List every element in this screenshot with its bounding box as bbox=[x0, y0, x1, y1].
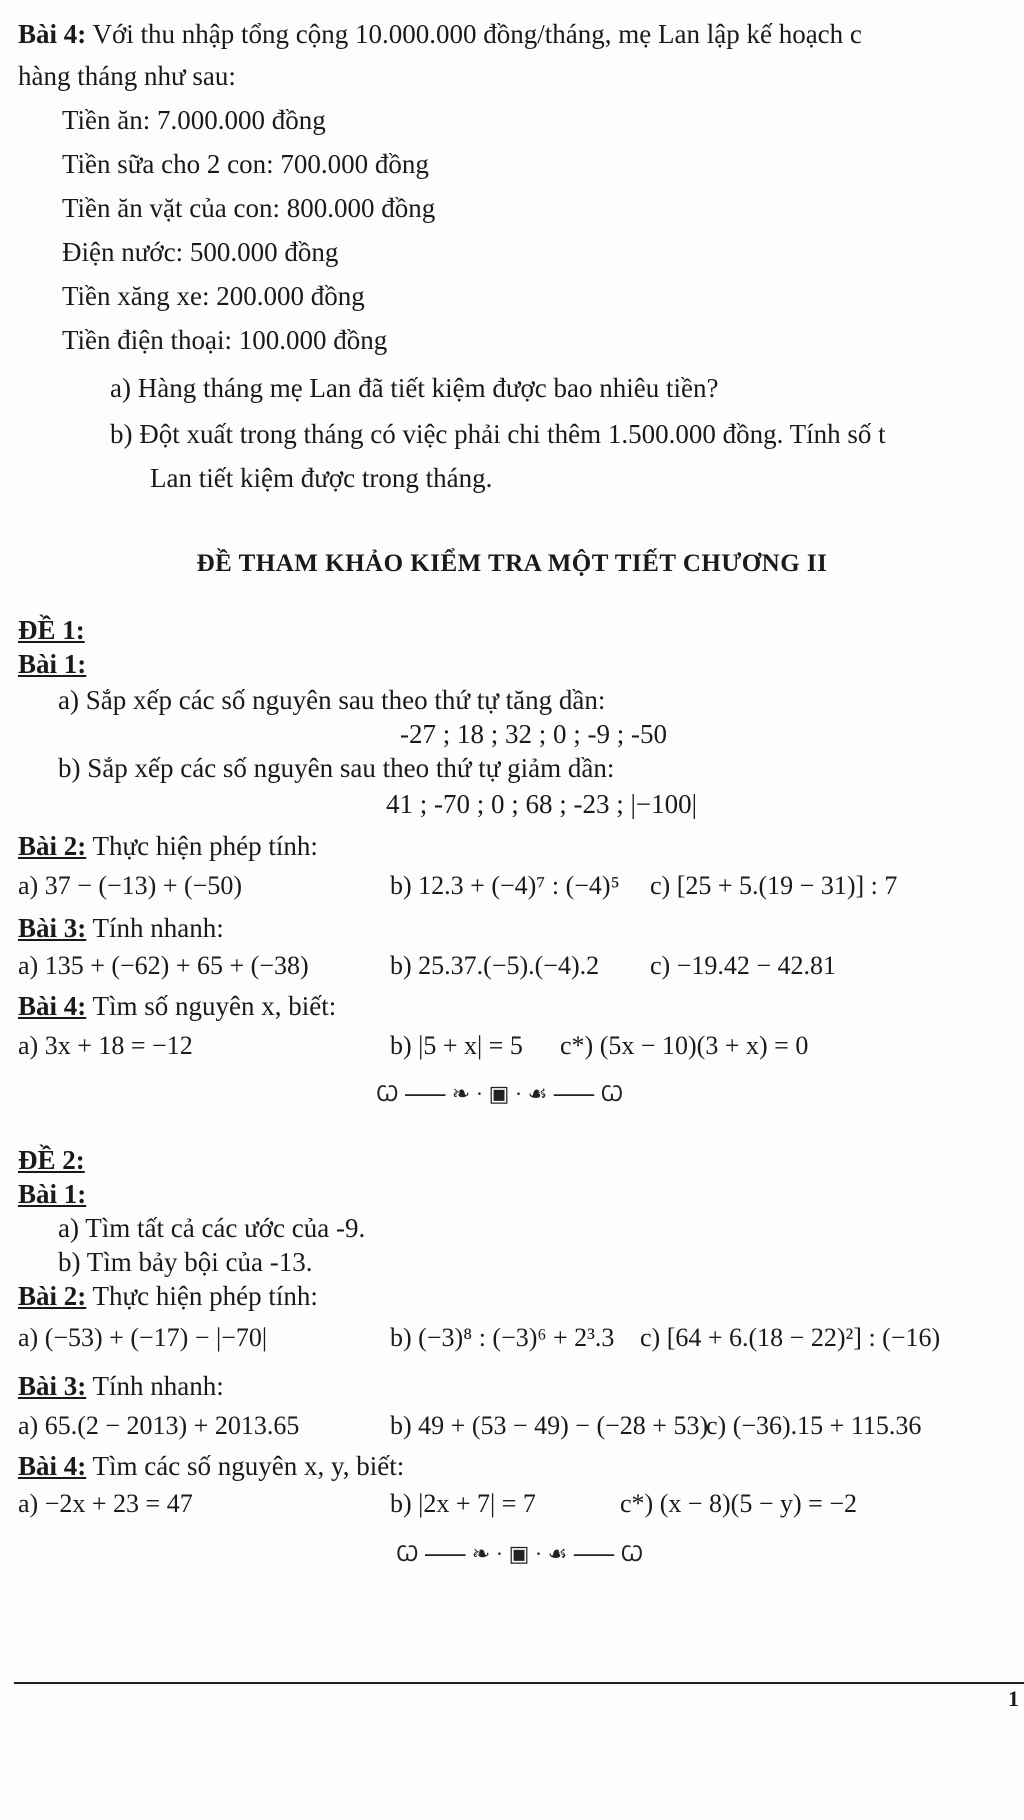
de2-bai4-c: c*) (x − 8)(5 − y) = −2 bbox=[620, 1489, 857, 1518]
de1-bai1-a: a) Sắp xếp các số nguyên sau theo thứ tự tăng dần: bbox=[58, 685, 606, 715]
de2-bai4-heading bbox=[18, 1450, 404, 1482]
de2-bai2-b: b) (−3)⁸ : (−3)⁶ + 2³.3 bbox=[390, 1323, 615, 1352]
de1-bai3-b: b) 25.37.(−5).(−4).2 bbox=[390, 951, 600, 980]
de2-label: ĐỀ 2: bbox=[18, 1145, 85, 1175]
de1-bai2-heading bbox=[18, 830, 318, 862]
bai4-intro-line1 bbox=[18, 18, 862, 50]
de2-bai2-heading bbox=[18, 1280, 318, 1312]
de1-bai4-a: a) 3x + 18 = −12 bbox=[18, 1031, 193, 1060]
de1-bai4-b: b) |5 + x| = 5 bbox=[390, 1031, 523, 1060]
de2-bai4-a: a) −2x + 23 = 47 bbox=[18, 1489, 193, 1518]
de2-bai4-label: Bài 4: bbox=[18, 1451, 87, 1481]
de1-bai1-label: Bài 1: bbox=[18, 649, 87, 679]
page-number: 1 bbox=[1008, 1686, 1019, 1711]
de1-bai4-label: Bài 4: bbox=[18, 991, 87, 1021]
de1-bai4-c: c*) (5x − 10)(3 + x) = 0 bbox=[560, 1031, 809, 1060]
de1-bai2-a: a) 37 − (−13) + (−50) bbox=[18, 871, 242, 900]
de2-bai3-c: c) (−36).15 + 115.36 bbox=[706, 1411, 922, 1440]
de1-bai2-text: Thực hiện phép tính: bbox=[86, 831, 318, 861]
bai4-question-a: a) Hàng tháng mẹ Lan đã tiết kiệm được bao nhiêu tiền? bbox=[110, 373, 719, 403]
expense-item: Tiền ăn: 7.000.000 đồng bbox=[62, 105, 326, 135]
de2-bai2-label: Bài 2: bbox=[18, 1281, 87, 1311]
bai4-intro-text: Với thu nhập tổng cộng 10.000.000 đồng/tháng, mẹ Lan lập kế hoạch c bbox=[92, 19, 862, 49]
de2-bai4-text: Tìm các số nguyên x, y, biết: bbox=[86, 1451, 405, 1481]
de2-bai1-b: b) Tìm bảy bội của -13. bbox=[58, 1247, 313, 1277]
de1-bai3-c: c) −19.42 − 42.81 bbox=[650, 951, 837, 980]
bai4-intro-line2: hàng tháng như sau: bbox=[18, 61, 236, 91]
de2-ornament: Ꞷ ⸺ ❧ · ▣ · ☙ ⸺ Ꞷ bbox=[396, 1541, 644, 1566]
de1-bai3-label: Bài 3: bbox=[18, 913, 87, 943]
expense-item: Tiền xăng xe: 200.000 đồng bbox=[62, 281, 365, 311]
de2-bai2-a: a) (−53) + (−17) − |−70| bbox=[18, 1323, 268, 1352]
de1-bai1-b-numbers: 41 ; -70 ; 0 ; 68 ; -23 ; |−100| bbox=[386, 789, 698, 819]
de2-bai3-text: Tính nhanh: bbox=[86, 1371, 224, 1401]
de1-bai3-heading bbox=[18, 912, 224, 944]
expense-item: Tiền sữa cho 2 con: 700.000 đồng bbox=[62, 149, 429, 179]
bai4-question-b-line1: b) Đột xuất trong tháng có việc phải chi thêm 1.500.000 đồng. Tính số t bbox=[110, 419, 886, 449]
de1-ornament: Ꞷ ⸺ ❧ · ▣ · ☙ ⸺ Ꞷ bbox=[376, 1081, 624, 1106]
de2-bai3-b: b) 49 + (53 − 49) − (−28 + 53) bbox=[390, 1411, 709, 1440]
expense-item: Tiền ăn vặt của con: 800.000 đồng bbox=[62, 193, 436, 223]
de2-bai3-label: Bài 3: bbox=[18, 1371, 87, 1401]
footer-rule bbox=[14, 1682, 1024, 1684]
de2-bai2-text: Thực hiện phép tính: bbox=[86, 1281, 318, 1311]
de2-bai1-a: a) Tìm tất cả các ước của -9. bbox=[58, 1213, 366, 1243]
expense-item: Tiền điện thoại: 100.000 đồng bbox=[62, 325, 388, 355]
de2-bai1-label: Bài 1: bbox=[18, 1179, 87, 1209]
de1-bai3-text: Tính nhanh: bbox=[86, 913, 224, 943]
de1-bai4-heading bbox=[18, 990, 336, 1022]
expense-item: Điện nước: 500.000 đồng bbox=[62, 237, 339, 267]
bai4-question-b-line2: Lan tiết kiệm được trong tháng. bbox=[150, 463, 493, 493]
de1-bai2-label: Bài 2: bbox=[18, 831, 87, 861]
de1-bai3-a: a) 135 + (−62) + 65 + (−38) bbox=[18, 951, 309, 980]
de1-label: ĐỀ 1: bbox=[18, 615, 85, 645]
de2-bai3-heading bbox=[18, 1370, 224, 1402]
de1-bai1-b: b) Sắp xếp các số nguyên sau theo thứ tự giảm dần: bbox=[58, 753, 615, 783]
de2-bai4-b: b) |2x + 7| = 7 bbox=[390, 1489, 536, 1518]
bai4-heading: Bài 4: bbox=[18, 19, 87, 49]
de2-bai2-c: c) [64 + 6.(18 − 22)²] : (−16) bbox=[640, 1323, 941, 1352]
de1-bai2-b: b) 12.3 + (−4)⁷ : (−4)⁵ bbox=[390, 871, 620, 900]
de2-bai3-a: a) 65.(2 − 2013) + 2013.65 bbox=[18, 1411, 300, 1440]
de1-bai1-a-numbers: -27 ; 18 ; 32 ; 0 ; -9 ; -50 bbox=[400, 719, 667, 749]
de1-bai2-c: c) [25 + 5.(19 − 31)] : 7 bbox=[650, 871, 898, 900]
de1-bai4-text: Tìm số nguyên x, biết: bbox=[86, 991, 337, 1021]
page-title: ĐỀ THAM KHẢO KIỂM TRA MỘT TIẾT CHƯƠNG II bbox=[196, 550, 828, 577]
